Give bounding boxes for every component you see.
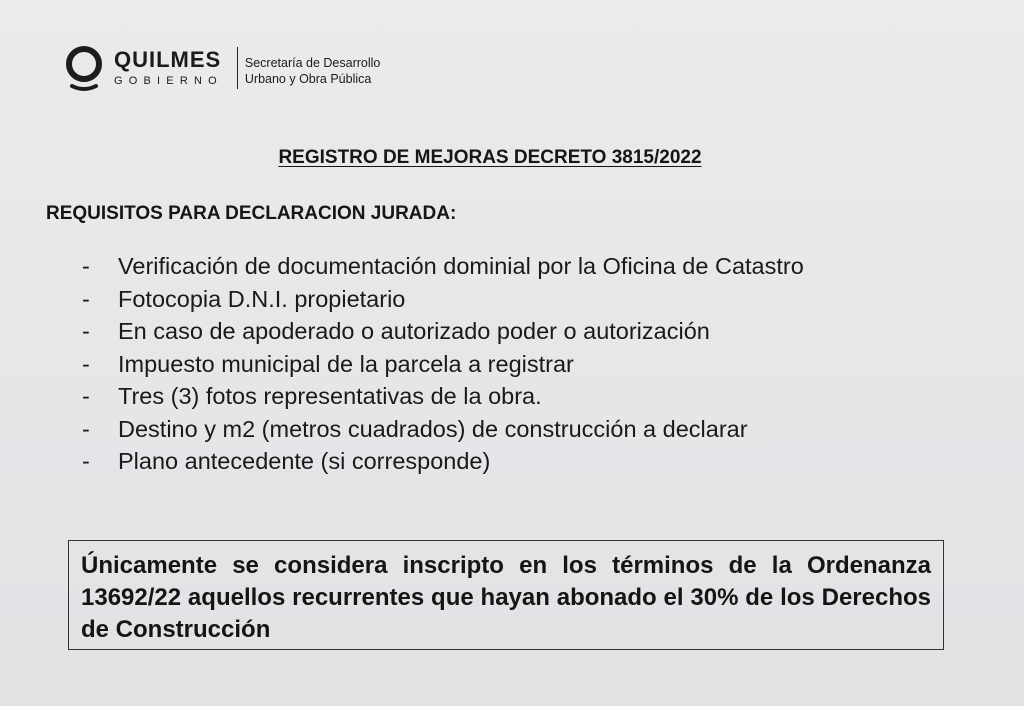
list-item — [82, 315, 934, 348]
list-item — [82, 380, 934, 413]
brand-subtitle: GOBIERNO — [114, 75, 223, 87]
list-item — [82, 348, 934, 381]
list-marker: - — [82, 383, 90, 409]
quilmes-q-logo-icon — [64, 42, 104, 94]
list-marker: - — [82, 415, 90, 442]
requirements-heading: REQUISITOS PARA DECLARACION JURADA: — [46, 203, 457, 224]
list-marker: - — [82, 350, 90, 377]
requirement-text: Plano antecedente (si corresponde) — [118, 448, 491, 474]
requirement-text: Fotocopia D.N.I. propietario — [118, 285, 406, 312]
requirement-text: Verificación de documentación dominial por la Oficina de Catastro — [118, 253, 804, 279]
requirement-text: En caso de apoderado o autorizado poder o autorización — [118, 318, 710, 344]
list-item — [82, 283, 934, 316]
list-item — [82, 250, 934, 283]
document-title: REGISTRO DE MEJORAS DECRETO 3815/2022 — [278, 147, 702, 168]
header-divider — [237, 47, 238, 89]
list-marker: - — [82, 285, 90, 312]
requirement-text: Destino y m2 (metros cuadrados) de construcción a declarar — [118, 415, 748, 442]
brand-name: QUILMES — [114, 47, 222, 72]
list-marker: - — [82, 448, 90, 474]
requirement-text: Tres (3) fotos representativas de la obra. — [118, 383, 542, 409]
department-line-1: Secretaría de Desarrollo — [244, 56, 381, 70]
letterhead — [64, 42, 380, 94]
list-item — [82, 413, 934, 446]
requirements-list — [82, 250, 934, 478]
list-item — [82, 445, 934, 478]
department-line-2: Urbano y Obra Pública — [244, 72, 372, 86]
department-name — [245, 55, 380, 87]
notice-box: Únicamente se considera inscripto en los términos de la Ordenanza 13692/22 aquellos recurrentes que hayan abonado el 30% de los Derechos de Construcción — [68, 540, 944, 650]
requirement-text: Impuesto municipal de la parcela a registrar — [118, 350, 574, 377]
list-marker: - — [82, 318, 90, 344]
brand-block — [114, 48, 223, 88]
list-marker: - — [82, 253, 90, 279]
